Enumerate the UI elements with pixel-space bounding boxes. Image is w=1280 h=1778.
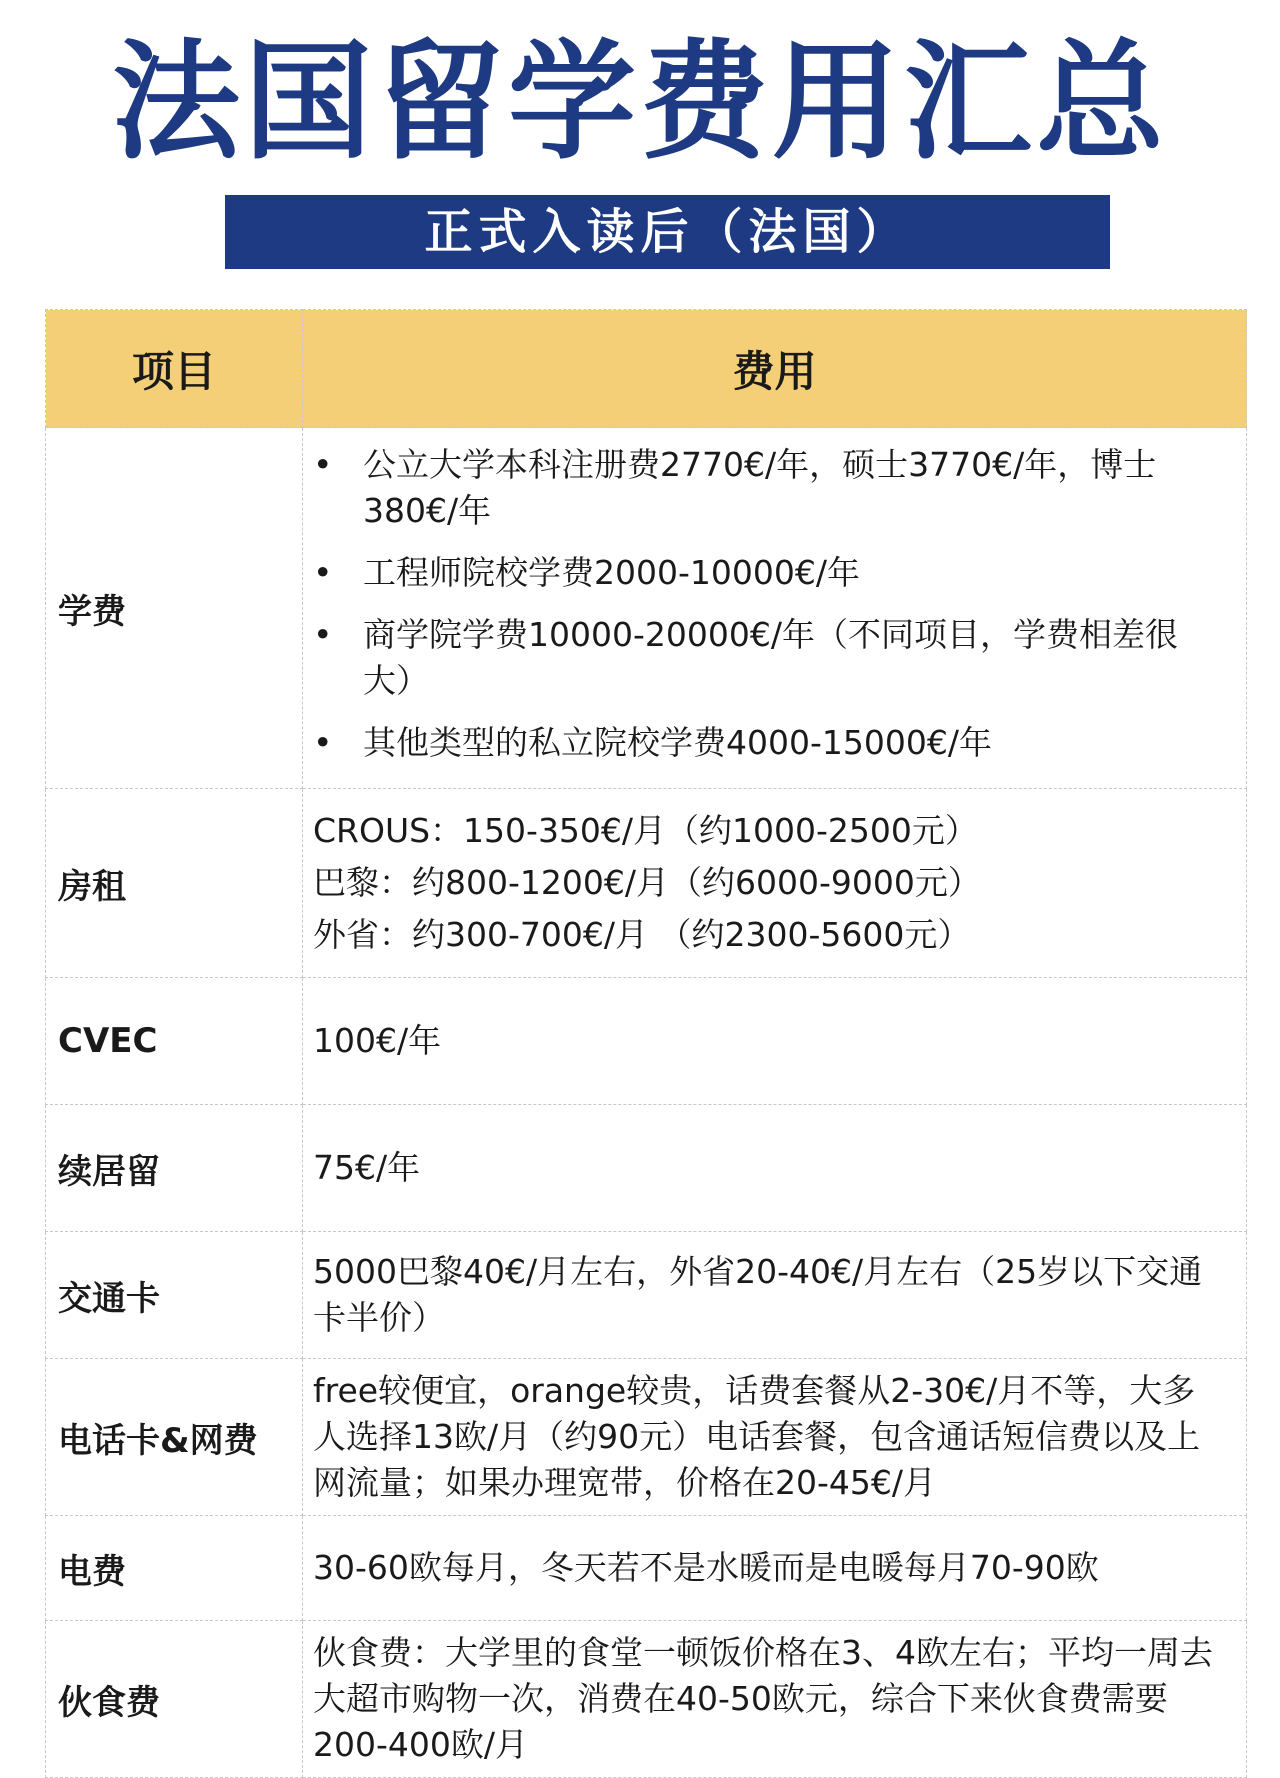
header-item: 项目 bbox=[46, 310, 303, 428]
table-row bbox=[46, 1621, 1247, 1778]
row-label-cvec: CVEC bbox=[46, 978, 303, 1105]
header-cost: 费用 bbox=[303, 310, 1247, 428]
list-item: • 工程师院校学费2000-10000€/年 bbox=[363, 550, 1224, 596]
page-title: 法国留学费用汇总 bbox=[111, 28, 1168, 177]
cost-table bbox=[45, 309, 1247, 1778]
list-item: • 商学院学费10000-20000€/年（不同项目，学费相差很大） bbox=[363, 612, 1224, 704]
row-value-rent bbox=[303, 789, 1247, 978]
row-label-food: 伙食费 bbox=[46, 1621, 303, 1778]
rent-line: CROUS：150-350€/月（约1000-2500元） bbox=[313, 811, 978, 850]
rent-line: 外省：约300-700€/月 （约2300-5600元） bbox=[313, 915, 971, 954]
row-label-transport: 交通卡 bbox=[46, 1232, 303, 1359]
row-label-phone: 电话卡&网费 bbox=[46, 1359, 303, 1516]
table-header-row bbox=[46, 310, 1247, 428]
rent-line: 巴黎：约800-1200€/月（约6000-9000元） bbox=[313, 863, 981, 902]
row-value-electricity: 30-60欧每月，冬天若不是水暖而是电暖每月70-90欧 bbox=[303, 1516, 1247, 1621]
table-row bbox=[46, 978, 1247, 1105]
row-value-phone: free较便宜，orange较贵，话费套餐从2-30€/月不等，大多人选择13欧/月（约90元）电话套餐，包含通话短信费以及上网流量；如果办理宽带，价格在20-45€/月 bbox=[303, 1359, 1247, 1516]
table-row bbox=[46, 1516, 1247, 1621]
tuition-list bbox=[313, 442, 1224, 766]
table-row bbox=[46, 1105, 1247, 1232]
table-row bbox=[46, 1359, 1247, 1516]
row-value-tuition bbox=[303, 428, 1247, 789]
table-row bbox=[46, 789, 1247, 978]
table-row bbox=[46, 1232, 1247, 1359]
row-label-residence: 续居留 bbox=[46, 1105, 303, 1232]
list-item: • 其他类型的私立院校学费4000-15000€/年 bbox=[363, 720, 1224, 766]
subtitle-banner: 正式入读后（法国） bbox=[225, 195, 1110, 269]
row-label-tuition: 学费 bbox=[46, 428, 303, 789]
row-value-cvec: 100€/年 bbox=[303, 978, 1247, 1105]
list-item: • 公立大学本科注册费2770€/年，硕士3770€/年，博士380€/年 bbox=[363, 442, 1224, 534]
table-row bbox=[46, 428, 1247, 789]
row-value-residence: 75€/年 bbox=[303, 1105, 1247, 1232]
row-value-transport: 5000巴黎40€/月左右，外省20-40€/月左右（25岁以下交通卡半价） bbox=[303, 1232, 1247, 1359]
row-label-rent: 房租 bbox=[46, 789, 303, 978]
row-value-food: 伙食费：大学里的食堂一顿饭价格在3、4欧左右；平均一周去大超市购物一次，消费在40-50欧元，综合下来伙食费需要200-400欧/月 bbox=[303, 1621, 1247, 1778]
row-label-electricity: 电费 bbox=[46, 1516, 303, 1621]
